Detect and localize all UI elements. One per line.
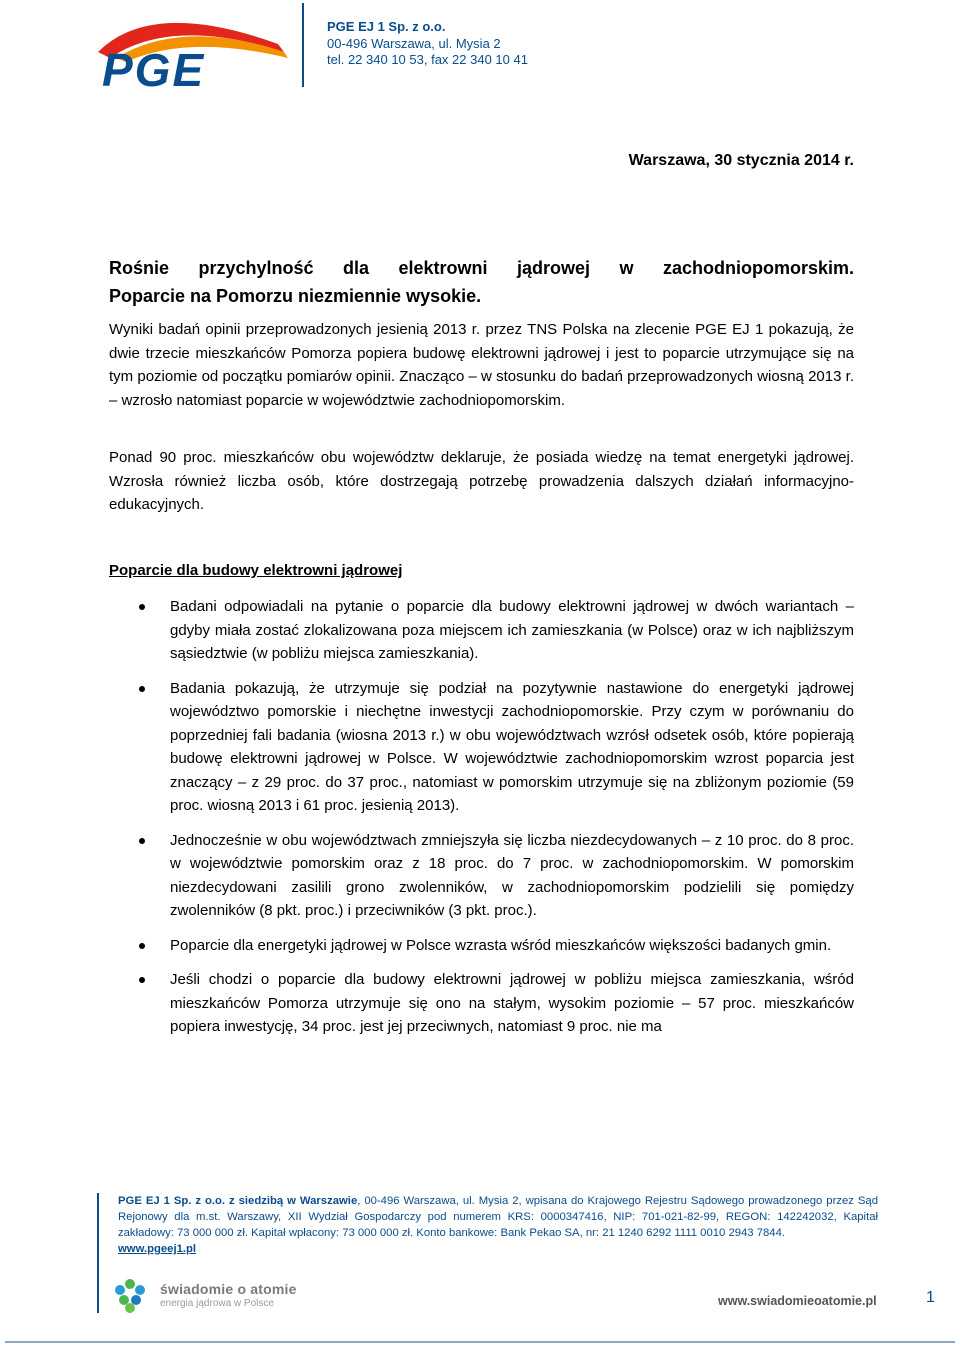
press-release-title: [109, 254, 854, 310]
footer-legal: [118, 1193, 878, 1257]
lead-paragraph: Wyniki badań opinii przeprowadzonych jesienią 2013 r. przez TNS Polska na zlecenie PGE EJ 1 pokazują, że dwie trzecie mieszkańców Pomorza popiera budowę elektrowni jądrowej i jest to poparcie utrzymujące się na tym poziomie od początku pomiarów opinii. Znacząco – w stosunku do badań przeprowadzonych wiosną 2013 r. – wzrosło natomiast poparcie w województwie zachodniopomorskim.: [109, 321, 854, 409]
footer-company-details: , 00-496 Warszawa, ul. Mysia 2, wpisana do Krajowego Rejestru Sądowego prowadzonego przez Sąd Rejonowy dla m.st. Warszawy, XII Wydział Gospodarczy pod numerem KRS: 0000347416, NIP: 701-021-82-99, REGON: 142242032, Kapitał zakładowy: 73 000 000 zł. Kapitał wpłacony: 73 000 000 zł. Konto bankowe: Bank Pekao SA, nr: 21 1240 6292 1111 0010 2943 7844.: [118, 1195, 878, 1239]
campaign-logo-title: świadomie o atomie: [160, 1281, 297, 1297]
list-item-text: Badania pokazują, że utrzymuje się podział na pozytywnie nastawione do energetyki jądrowej województwo pomorskie i niechętne inwestycji zachodniopomorskie. Przy czym w porównaniu do poprzedniej fali badania (wiosna 2013 r.) w obu województwach wzrósł odsetek osób, które popierają budowę elektrowni jądrowej w Polsce. W województwie zachodniopomorskim wzrost poparcia jest znaczący – z 29 proc. do 37 proc., natomiast w pomorskim utrzymuje się na zbliżonym poziomie (59 proc. wiosną 2013 i 61 proc. jesienią 2013).: [170, 679, 854, 814]
svg-text:PGE: PGE: [102, 44, 206, 92]
list-item: [109, 677, 854, 818]
bullet-icon: [139, 838, 145, 844]
campaign-website-link[interactable]: www.swiadomieoatomie.pl: [718, 1294, 877, 1308]
footer-bottom-line: [5, 1341, 955, 1343]
bullet-icon: [139, 977, 145, 983]
list-item-text: Jednocześnie w obu województwach zmniejszyła się liczba niezdecydowanych – z 10 proc. do 8 proc. w województwie pomorskim oraz z 18 proc. do 7 proc. w zachodniopomorskim. W pomorskim niezdecydowani zasilili grono zwolenników, w zachodniopomorskim podzielili się pomiędzy zwolenników (8 pkt. proc.) i przeciwników (3 pkt. proc.).: [170, 831, 854, 919]
header-divider: [302, 3, 304, 87]
second-paragraph: Ponad 90 proc. mieszkańców obu województw deklaruje, że posiada wiedzę na temat energetyki jądrowej. Wzrosła również liczba osób, które dostrzegają potrzebę prowadzenia dalszych działań informacyjno-edukacyjnych.: [109, 449, 854, 514]
list-item-text: Badani odpowiadali na pytanie o poparcie dla budowy elektrowni jądrowej w dwóch wariantach – gdyby miała zostać zlokalizowana poza miejscem ich zamieszkania (w Polsce) oraz w ich najbliższym sąsiedztwie (w pobliżu miejsca zamieszkania).: [170, 598, 854, 662]
company-phone: tel. 22 340 10 53, fax 22 340 10 41: [327, 52, 528, 67]
list-item: [109, 595, 854, 666]
footer-website-link[interactable]: www.pgeej1.pl: [118, 1243, 197, 1255]
company-info: [327, 19, 528, 69]
page-number: 1: [926, 1289, 935, 1306]
title-line-2: Poparcie na Pomorzu niezmiennie wysokie.: [109, 286, 482, 306]
bullet-icon: [139, 604, 145, 610]
list-item-text: Poparcie dla energetyki jądrowej w Polsce wzrasta wśród mieszkańców większości badanych gmin.: [170, 936, 832, 954]
footer-divider: [97, 1193, 99, 1313]
bullet-list: [109, 595, 854, 1050]
company-address: 00-496 Warszawa, ul. Mysia 2: [327, 35, 501, 51]
pge-logo: [92, 4, 302, 92]
list-item: [109, 934, 854, 958]
footer-company-name: PGE EJ 1 Sp. z o.o. z siedzibą w Warszawie: [118, 1195, 358, 1207]
list-item: [109, 968, 854, 1039]
section-heading: Poparcie dla budowy elektrowni jądrowej: [109, 562, 403, 579]
title-line-1: Rośnie przychylność dla elektrowni jądrowej w zachodniopomorskim.: [109, 258, 854, 278]
campaign-logo-subtitle: energia jądrowa w Polsce: [160, 1298, 274, 1309]
bullet-icon: [139, 686, 145, 692]
list-item-text: Jeśli chodzi o poparcie dla budowy elektrowni jądrowej w pobliżu miejsca zamieszkania, wśród mieszkańców Pomorza utrzymuje się ono na stałym, wysokim poziomie – 57 proc. mieszkańców popiera inwestycję, 34 proc. jest jej przeciwnych, natomiast 9 proc. nie ma: [170, 971, 854, 1035]
company-name: PGE EJ 1 Sp. z o.o.: [327, 19, 446, 34]
document-date: Warszawa, 30 stycznia 2014 r.: [628, 152, 854, 169]
list-item: [109, 829, 854, 923]
bullet-icon: [139, 943, 145, 949]
